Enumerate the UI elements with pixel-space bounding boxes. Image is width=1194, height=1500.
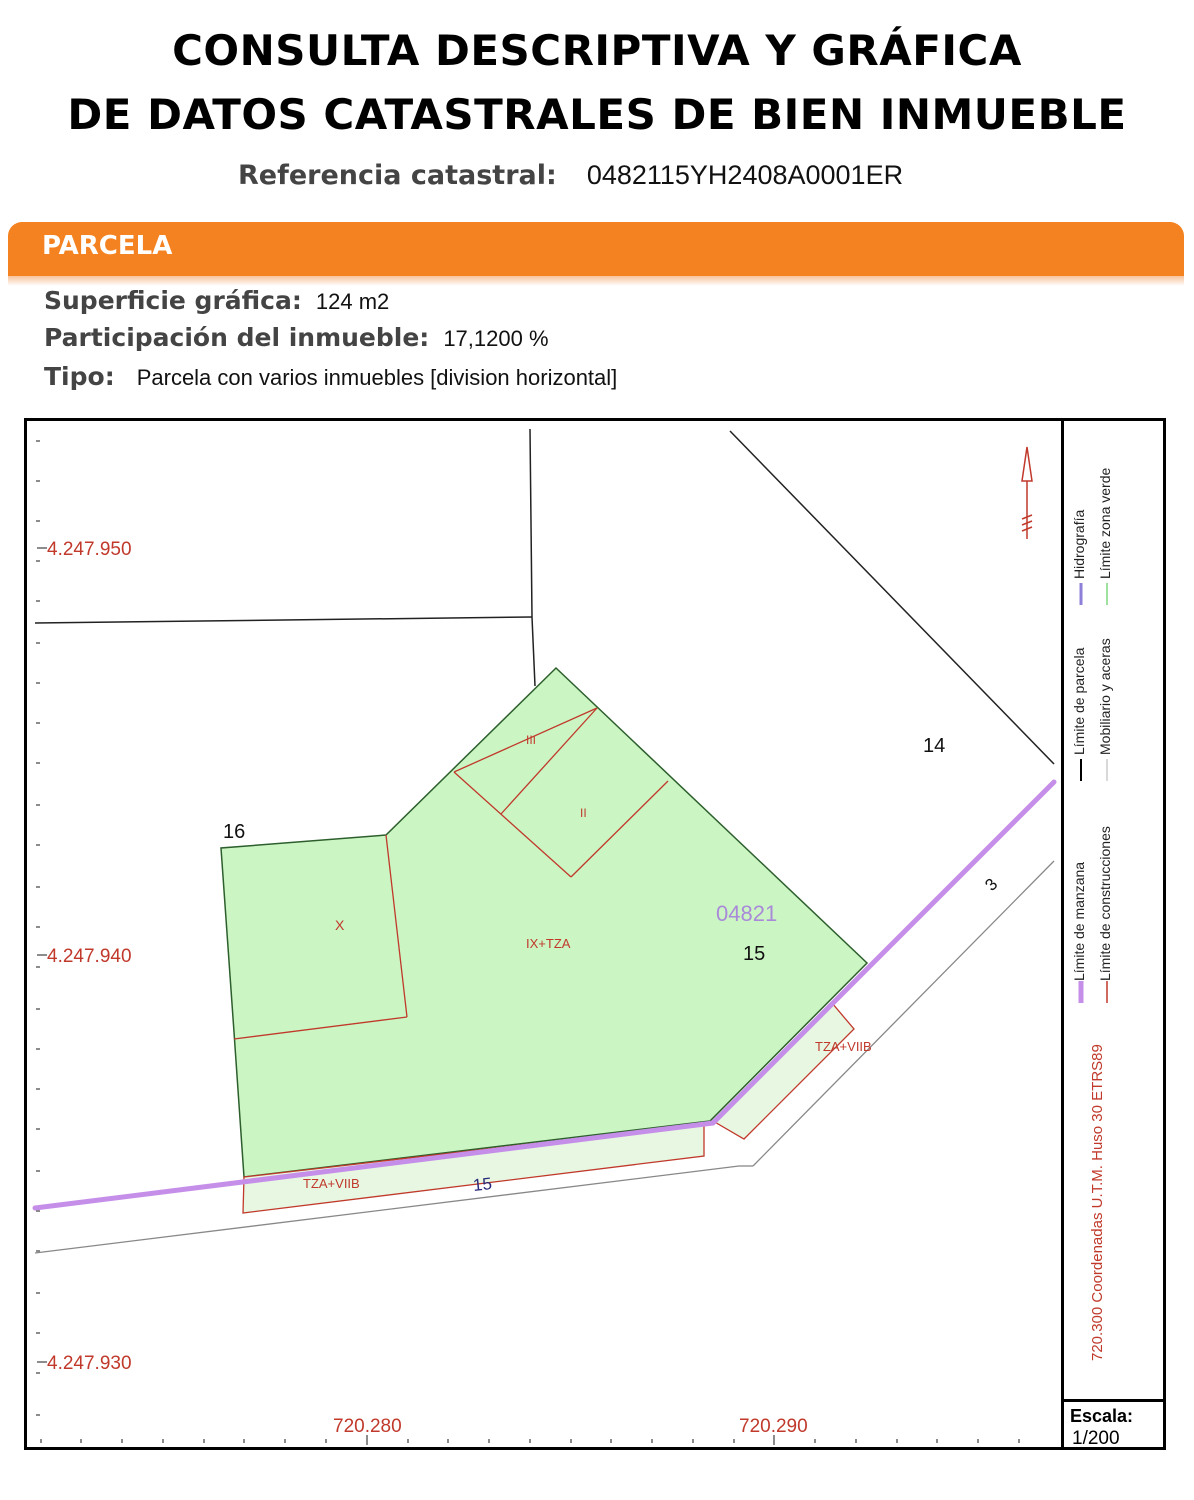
surface-value: 124 m2: [315, 289, 390, 314]
street-number-15: 15: [472, 1174, 493, 1195]
section-header-shadow: [8, 276, 1184, 286]
building-label-ix-tza: IX+TZA: [526, 936, 571, 951]
y-coord-label: 4.247.930: [47, 1353, 132, 1374]
section-header-bar: [8, 222, 1184, 278]
type-label: Tipo:: [44, 362, 115, 391]
y-coord-label: 4.247.950: [47, 539, 132, 560]
cadastral-reference-value: 0482115YH2408A0001ER: [586, 160, 904, 190]
scale-label: Escala:: [1070, 1406, 1134, 1426]
legend-label: Hidrografía: [1071, 509, 1087, 579]
x-coord-label: 720.280: [333, 1416, 402, 1437]
bottom-ticks: [41, 1435, 1019, 1445]
building-label-tza-viib-south: TZA+VIIB: [303, 1176, 360, 1191]
building-label-ii: II: [580, 806, 587, 820]
parcel-number-14: 14: [923, 735, 946, 757]
building-label-tza-viib-east: TZA+VIIB: [815, 1039, 872, 1054]
legend-label: Límite de manzana: [1071, 861, 1087, 981]
type-value: Parcela con varios inmuebles [division horizontal]: [136, 365, 618, 390]
north-arrow-icon: [1022, 447, 1032, 539]
legend-label: Límite zona verde: [1097, 467, 1113, 579]
y-coord-label: 4.247.940: [47, 946, 132, 967]
street-number-3: 3: [981, 874, 1002, 895]
map-canvas: [27, 421, 1163, 1447]
cadastral-map[interactable]: [24, 418, 1166, 1450]
coords-note-text: 720.300 Coordenadas U.T.M. Huso 30 ETRS89: [1089, 1044, 1106, 1361]
legend-separator: [1061, 421, 1064, 1450]
section-title: PARCELA: [42, 231, 173, 261]
participation-row: [44, 323, 549, 352]
building-label-x: X: [335, 917, 345, 933]
scale-box: [1064, 1399, 1166, 1450]
participation-value: 17,1200 %: [443, 326, 549, 351]
cadastral-reference: [238, 158, 903, 191]
left-ticks: [36, 441, 47, 1415]
surface-label: Superficie gráfica:: [44, 286, 302, 315]
participation-label: Participación del inmueble:: [44, 323, 430, 352]
legend-label: Mobiliario y aceras: [1097, 638, 1113, 755]
x-coord-label: 720.290: [739, 1416, 808, 1437]
legend-label: Límite de parcela: [1071, 647, 1087, 755]
legend-label: Límite de construcciones: [1097, 826, 1113, 981]
building-label-iii: III: [526, 733, 537, 747]
cadastral-reference-label: Referencia catastral:: [238, 160, 557, 191]
page-title-line1: CONSULTA DESCRIPTIVA Y GRÁFICA: [172, 26, 1022, 75]
type-row: [44, 362, 617, 391]
parcel-number-16: 16: [223, 821, 246, 843]
parcel-number-15: 15: [743, 943, 766, 965]
page-title-line2: DE DATOS CATASTRALES DE BIEN INMUEBLE: [67, 90, 1127, 139]
block-id: 04821: [716, 901, 778, 926]
surface-row: [44, 286, 389, 315]
scale-value: 1/200: [1072, 1428, 1120, 1449]
